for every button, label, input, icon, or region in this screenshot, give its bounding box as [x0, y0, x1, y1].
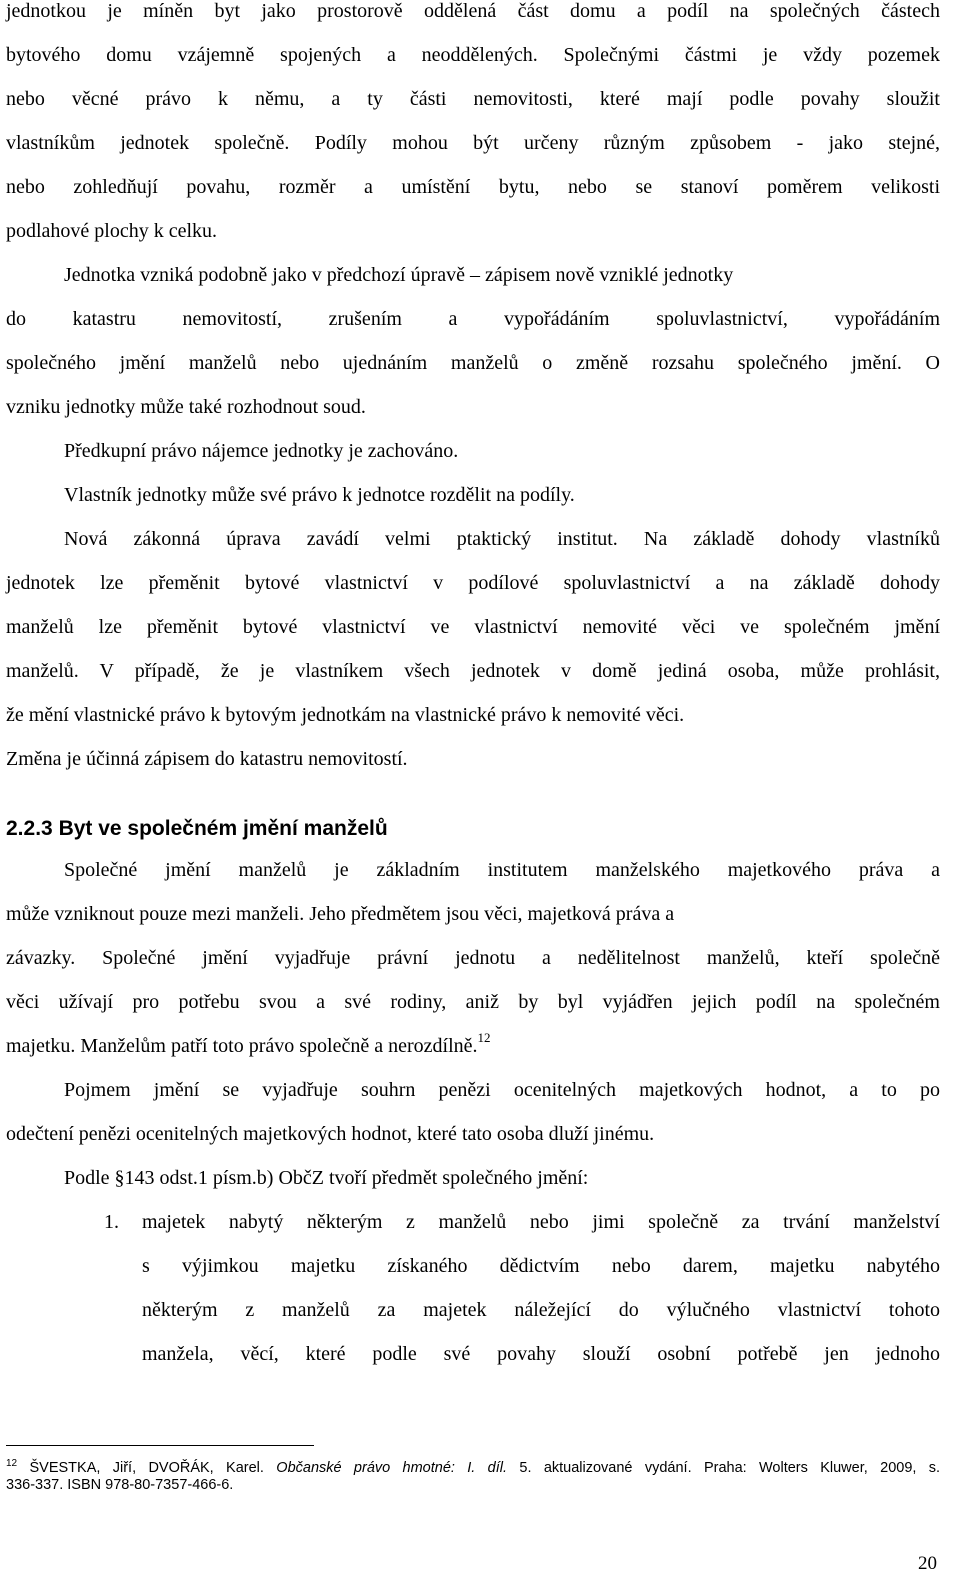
text-line-content: majetku. Manželům patří toto právo společně a nerozdílně.	[6, 1035, 478, 1057]
text-line: majetek nabytý některým z manželů nebo jimi společně za trvání manželství	[142, 1211, 940, 1233]
footnote-title: Občanské právo hmotné: I. díl.	[276, 1460, 508, 1476]
text-line: bytového domu vzájemně spojených a neoddělených. Společnými částmi je vždy pozemek	[6, 44, 940, 66]
footnote	[6, 1458, 940, 1476]
text-line: do katastru nemovitostí, zrušením a vypořádáním spoluvlastnictví, vypořádáním	[6, 308, 940, 330]
text-line: některým z manželů za majetek náležející do výlučného vlastnictví tohoto	[142, 1299, 940, 1321]
section-title: Byt ve společném jmění manželů	[58, 817, 388, 840]
paragraph-legal-reference: Podle §143 odst.1 písm.b) ObčZ tvoří předmět společného jmění:	[64, 1167, 589, 1189]
paragraph-share-division: Vlastník jednotky může své právo k jednotce rozdělit na podíly.	[64, 484, 575, 506]
text-line: závazky. Společné jmění vyjadřuje právní jednotu a nedělitelnost manželů, kteří společně	[6, 947, 940, 969]
text-line: vzniku jednotky může také rozhodnout soud.	[6, 396, 366, 418]
footnote-number: 12	[6, 1458, 18, 1469]
text-line: podlahové plochy k celku.	[6, 220, 218, 242]
footnote-continuation: 336-337. ISBN 978-80-7357-466-6.	[6, 1477, 234, 1493]
text-line: může vzniknout pouze mezi manželi. Jeho předmětem jsou věci, majetková práva a	[6, 903, 675, 925]
footnote-authors: ŠVESTKA, Jiří, DVOŘÁK, Karel.	[29, 1460, 264, 1476]
text-line: Změna je účinná zápisem do katastru nemovitostí.	[6, 748, 408, 770]
text-line: Společné jmění manželů je základním institutem manželského majetkového práva a	[64, 859, 940, 881]
text-line: Nová zákonná úprava zavádí velmi ptaktický institut. Na základě dohody vlastníků	[64, 528, 940, 550]
text-line: jednotkou je míněn byt jako prostorově oddělená část domu a podíl na společných částech	[6, 0, 940, 22]
paragraph-preemption: Předkupní právo nájemce jednotky je zachováno.	[64, 440, 459, 462]
text-line: s výjimkou majetku získaného dědictvím nebo darem, majetku nabytého	[142, 1255, 940, 1277]
text-line: Pojmem jmění se vyjadřuje souhrn penězi ocenitelných majetkových hodnot, a to po	[64, 1079, 940, 1101]
list-marker: 1.	[104, 1211, 119, 1233]
section-number: 2.2.3	[6, 817, 53, 840]
text-line: nebo věcné právo k němu, a ty části nemovitosti, které mají podle povahy sloužit	[6, 88, 940, 110]
text-line: nebo zohledňují povahu, rozměr a umístění bytu, nebo se stanoví poměrem velikosti	[6, 176, 940, 198]
text-line: jednotek lze přeměnit bytové vlastnictví v podílové spoluvlastnictví a na základě dohody	[6, 572, 940, 594]
text-line: že mění vlastnické právo k bytovým jednotkám na vlastnické právo k nemovité věci.	[6, 704, 685, 726]
text-line: Jednotka vzniká podobně jako v předchozí úpravě – zápisem nově vzniklé jednotky	[64, 264, 734, 286]
text-line	[6, 1030, 491, 1058]
footnote-reference[interactable]: 12	[477, 1030, 491, 1045]
footnote-separator	[6, 1445, 314, 1446]
page-number: 20	[918, 1553, 937, 1574]
text-line: manželů. V případě, že je vlastníkem všech jednotek v domě jediná osoba, může prohlásit,	[6, 660, 940, 682]
text-line: společného jmění manželů nebo ujednáním manželů o změně rozsahu společného jmění. O	[6, 352, 940, 374]
text-line: věci užívají pro potřebu svou a své rodiny, aniž by byl vyjádřen jejich podíl na společném	[6, 991, 940, 1013]
section-heading	[6, 817, 388, 841]
text-line: manželů lze přeměnit bytové vlastnictví ve vlastnictví nemovité věci ve společném jmění	[6, 616, 940, 638]
footnote-publication: 5. aktualizované vydání. Praha: Wolters Kluwer, 2009, s.	[519, 1460, 941, 1476]
text-line: odečtení penězi ocenitelných majetkových hodnot, které tato osoba dluží jinému.	[6, 1123, 655, 1145]
text-line: manžela, věcí, které podle své povahy slouží osobní potřebě jen jednoho	[142, 1343, 940, 1365]
text-line: vlastníkům jednotek společně. Podíly mohou být určeny různým způsobem - jako stejné,	[6, 132, 940, 154]
